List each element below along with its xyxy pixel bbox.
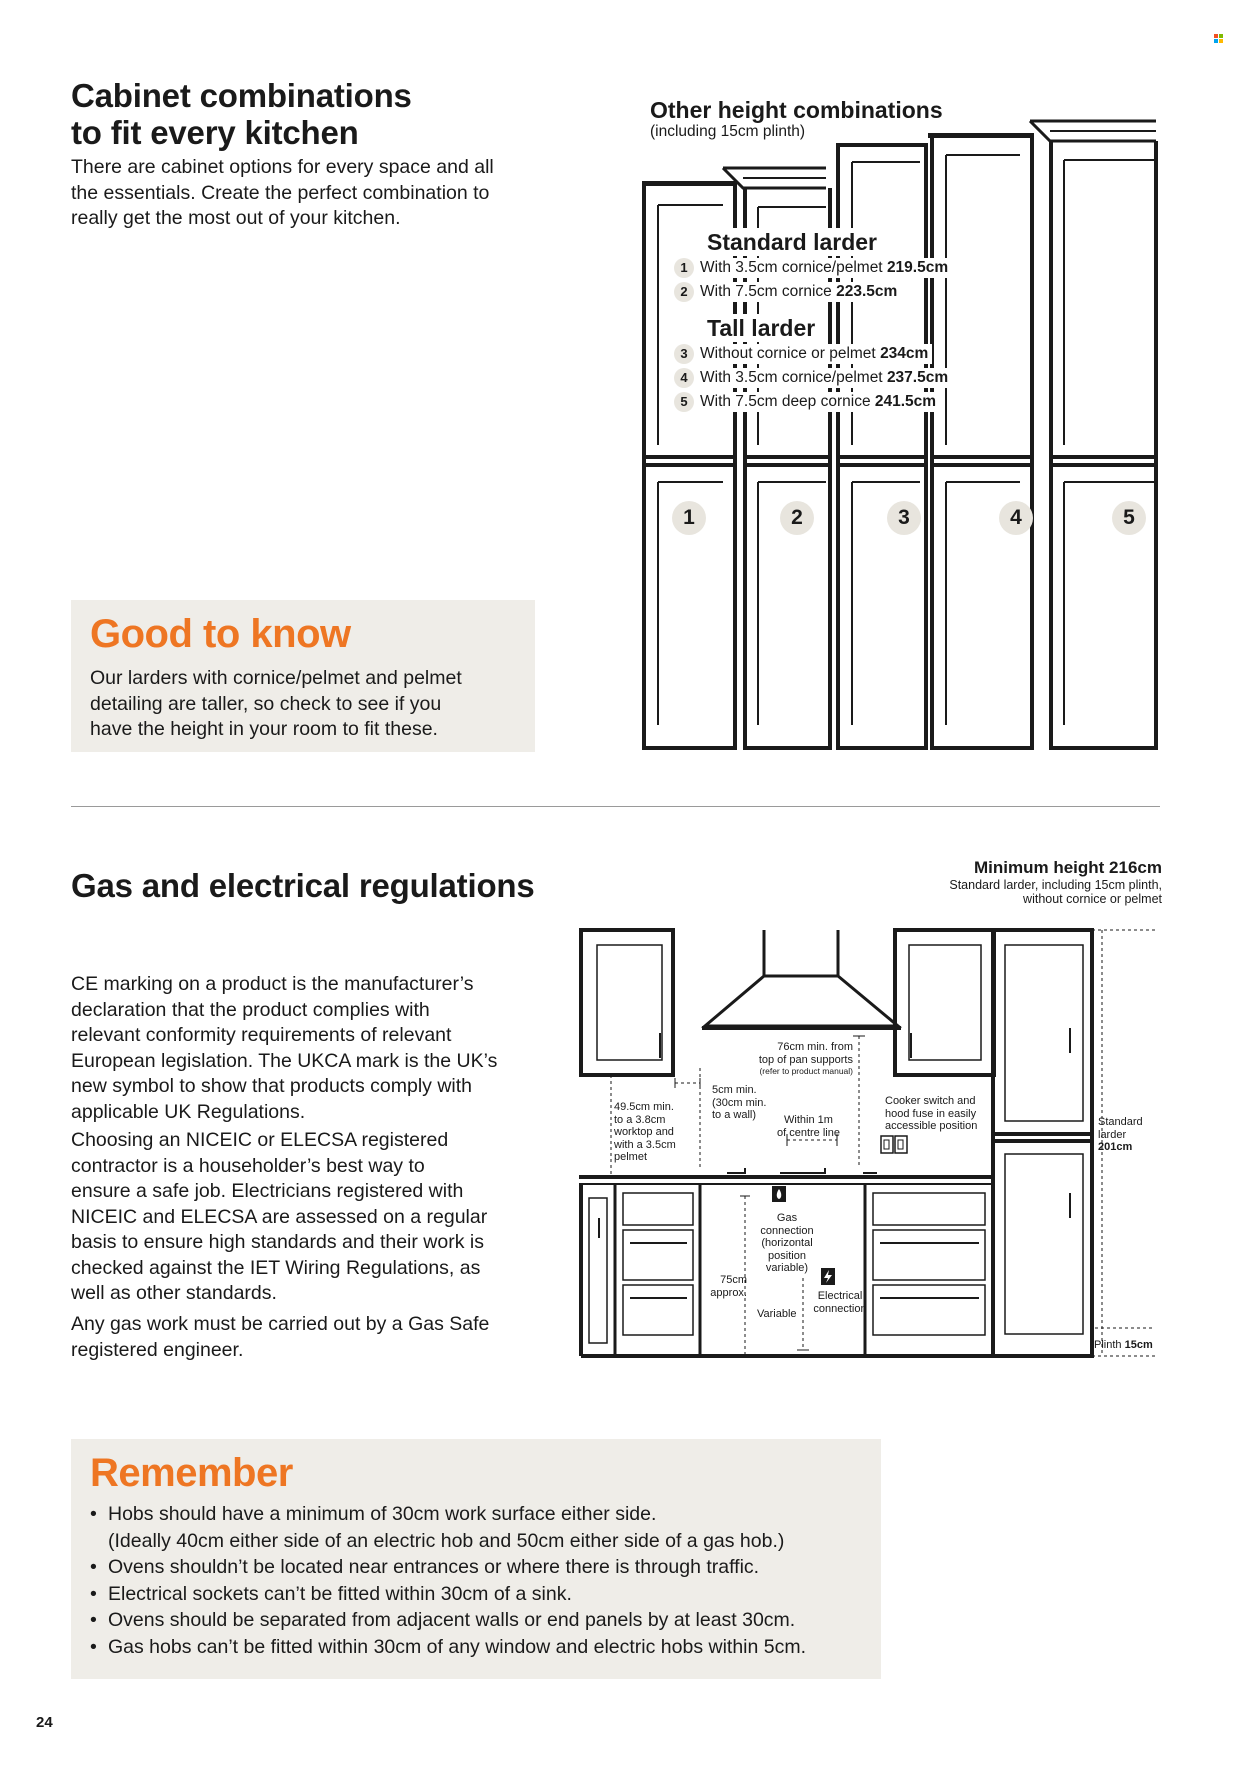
height-row-4 (674, 368, 952, 388)
label-5cm (712, 1084, 766, 1122)
text-line: to a wall) (712, 1109, 757, 1121)
text-line: (30cm min. (712, 1096, 767, 1109)
row-label: With 3.5cm cornice/pelmet (700, 259, 883, 277)
text-line: CE marking on a product is the manufacturer’s (71, 973, 474, 995)
item-text: Ovens shouldn’t be located near entrances or where there is through traffic. (108, 1556, 760, 1578)
text-line: Our larders with cornice/pelmet and pelmet (90, 667, 462, 689)
text-line: 75cm (720, 1274, 747, 1286)
text-line: NICEIC and ELECSA are assessed on a regular (71, 1205, 488, 1228)
regulations-paragraph-1 (71, 972, 497, 1125)
regulations-paragraph-2 (71, 1128, 487, 1307)
plinth-value: 15cm (1124, 1339, 1153, 1351)
title-line: to fit every kitchen (71, 114, 359, 151)
remember-list (90, 1501, 806, 1660)
text-line: Within 1m (784, 1114, 833, 1126)
item-text: • Hobs should have a minimum of 30cm work surface either side. (108, 1503, 657, 1525)
plinth-text: Plinth (1094, 1339, 1122, 1351)
cabinet-badge-4: 4 (999, 501, 1033, 535)
row-value: 219.5cm (886, 259, 949, 277)
text-line: approx. (710, 1286, 747, 1299)
text-line: 76cm min. from (777, 1041, 853, 1053)
min-height-title: Minimum height 216cm (974, 858, 1162, 877)
list-item (90, 1634, 806, 1661)
list-item (90, 1581, 806, 1608)
text-line: well as other standards. (71, 1282, 277, 1304)
text-line: declaration that the product complies with (71, 998, 430, 1021)
row-number-badge: 3 (674, 344, 694, 364)
label-plinth (1094, 1339, 1153, 1352)
text-line: with a 3.5cm (614, 1138, 676, 1151)
callout-body (90, 666, 462, 743)
remember-callout (71, 1439, 881, 1679)
label-gas-connection (757, 1212, 817, 1275)
text-line: registered engineer. (71, 1338, 244, 1361)
cabinet-badge-5: 5 (1112, 501, 1146, 535)
larder-cabinet-5 (1030, 121, 1156, 750)
label-within-1m (777, 1114, 840, 1139)
item-text: Gas hobs can’t be fitted within 30cm of any window and electric hobs within 5cm. (108, 1635, 807, 1658)
row-number-badge: 1 (674, 258, 694, 278)
label-76cm (743, 1041, 853, 1076)
text-line: top of pan supports (758, 1053, 853, 1066)
text-line: of centre line (777, 1126, 840, 1139)
min-height-subtitle: without cornice or pelmet (1023, 892, 1162, 906)
text-line: European legislation. The UKCA mark is the UK’s (71, 1049, 498, 1072)
text-line: have the height in your room to fit these. (90, 718, 438, 740)
text-line: 49.5cm min. (614, 1101, 674, 1113)
text-line: Cooker switch and (885, 1095, 976, 1107)
text-line: ensure a safe job. Electricians registered with (71, 1180, 464, 1202)
text-line: to a 3.8cm (614, 1113, 666, 1126)
row-number-badge: 4 (674, 368, 694, 388)
section-title-cabinets (71, 77, 412, 151)
text-line: pelmet (614, 1151, 648, 1163)
row-number-badge: 2 (674, 282, 694, 302)
row-label: Without cornice or pelmet (700, 345, 876, 363)
larder-height-diagram (630, 110, 1170, 760)
text-line: Electrical (817, 1290, 863, 1302)
text-line: Choosing an NICEIC or ELECSA registered (71, 1129, 449, 1151)
item-subtext: (Ideally 40cm either side of an electric hob and 50cm either side of a gas hob.) (108, 1529, 785, 1552)
row-label: With 7.5cm cornice (700, 283, 832, 301)
label-49-5cm (614, 1101, 676, 1164)
cabinet-badge-3: 3 (887, 501, 921, 535)
height-row-5 (674, 392, 940, 412)
height-row-3 (674, 344, 932, 364)
row-value: 223.5cm (836, 283, 898, 301)
text-line: (refer to product manual) (759, 1066, 853, 1076)
text-line: checked against the IET Wiring Regulations, as (71, 1256, 481, 1279)
text-line: really get the most out of your kitchen. (71, 207, 401, 229)
text-line: the essentials. Create the perfect combination to (71, 181, 490, 204)
text-line: worktop and (614, 1126, 674, 1138)
brand-logo-mark (1214, 34, 1224, 44)
page-number: 24 (36, 1714, 53, 1731)
item-text: Ovens should be separated from adjacent walls or end panels by at least 30cm. (108, 1609, 796, 1631)
text-line: new symbol to show that products comply with (71, 1075, 473, 1097)
heights-heading (646, 96, 947, 124)
min-height-note (949, 858, 1162, 906)
list-item (90, 1501, 806, 1554)
callout-title: Good to know (90, 612, 351, 656)
heights-subtitle: (including 15cm plinth) (646, 123, 809, 141)
tall-larder-title: Tall larder (704, 314, 818, 342)
label-electrical-connection (809, 1290, 871, 1315)
row-value: 237.5cm (886, 369, 949, 387)
standard-larder-title: Standard larder (704, 228, 880, 256)
title-line: Cabinet combinations (71, 77, 412, 114)
min-height-subtitle: Standard larder, including 15cm plinth, (949, 878, 1162, 892)
text-line: connection (813, 1302, 867, 1315)
label-cooker-switch (885, 1095, 977, 1133)
cabinet-badge-2: 2 (780, 501, 814, 535)
row-label: With 3.5cm cornice/pelmet (700, 369, 883, 387)
height-row-1 (674, 258, 952, 278)
item-text: Electrical sockets can’t be fitted within 30cm of a sink. (108, 1582, 572, 1605)
text-line: accessible position (885, 1120, 978, 1132)
good-to-know-callout (71, 600, 535, 752)
text-line: Standard (1098, 1116, 1143, 1128)
height-row-2 (674, 282, 901, 302)
larder-cabinet-4 (928, 133, 1034, 750)
text-line: 5cm min. (712, 1084, 757, 1096)
row-number-badge: 5 (674, 392, 694, 412)
text-line: variable) (765, 1262, 809, 1274)
intro-paragraph (71, 155, 494, 232)
text-line: hood fuse in easily (885, 1107, 977, 1120)
label-standard-larder (1098, 1116, 1143, 1154)
row-label: With 7.5cm deep cornice (700, 393, 871, 411)
text-line: relevant conformity requirements of relevant (71, 1024, 452, 1046)
regulations-paragraph-3 (71, 1312, 489, 1363)
row-value: 241.5cm (874, 393, 937, 411)
text-line: larder (1098, 1128, 1127, 1141)
text-line: position (768, 1249, 806, 1262)
text-line: Gas (776, 1212, 798, 1224)
text-line: 201cm (1098, 1141, 1133, 1153)
label-75cm (707, 1274, 747, 1299)
text-line: contractor is a householder’s best way to (71, 1154, 425, 1177)
list-item (90, 1607, 806, 1634)
text-line: (horizontal (761, 1237, 813, 1249)
row-value: 234cm (880, 345, 929, 363)
text-line: There are cabinet options for every space and all (71, 156, 494, 178)
text-line: applicable UK Regulations. (71, 1100, 306, 1123)
section-title-regulations: Gas and electrical regulations (71, 867, 535, 904)
text-line: basis to ensure high standards and their work is (71, 1231, 484, 1253)
text-line: detailing are taller, so check to see if you (90, 692, 442, 715)
text-line: Any gas work must be carried out by a Gas Safe (71, 1313, 490, 1335)
label-variable: Variable (757, 1308, 797, 1320)
cabinet-badge-1: 1 (672, 501, 706, 535)
callout-title: Remember (90, 1451, 293, 1495)
heights-title: Other height combinations (650, 97, 943, 123)
text-line: connection (760, 1224, 814, 1237)
section-divider (71, 806, 1160, 807)
list-item (90, 1554, 806, 1581)
